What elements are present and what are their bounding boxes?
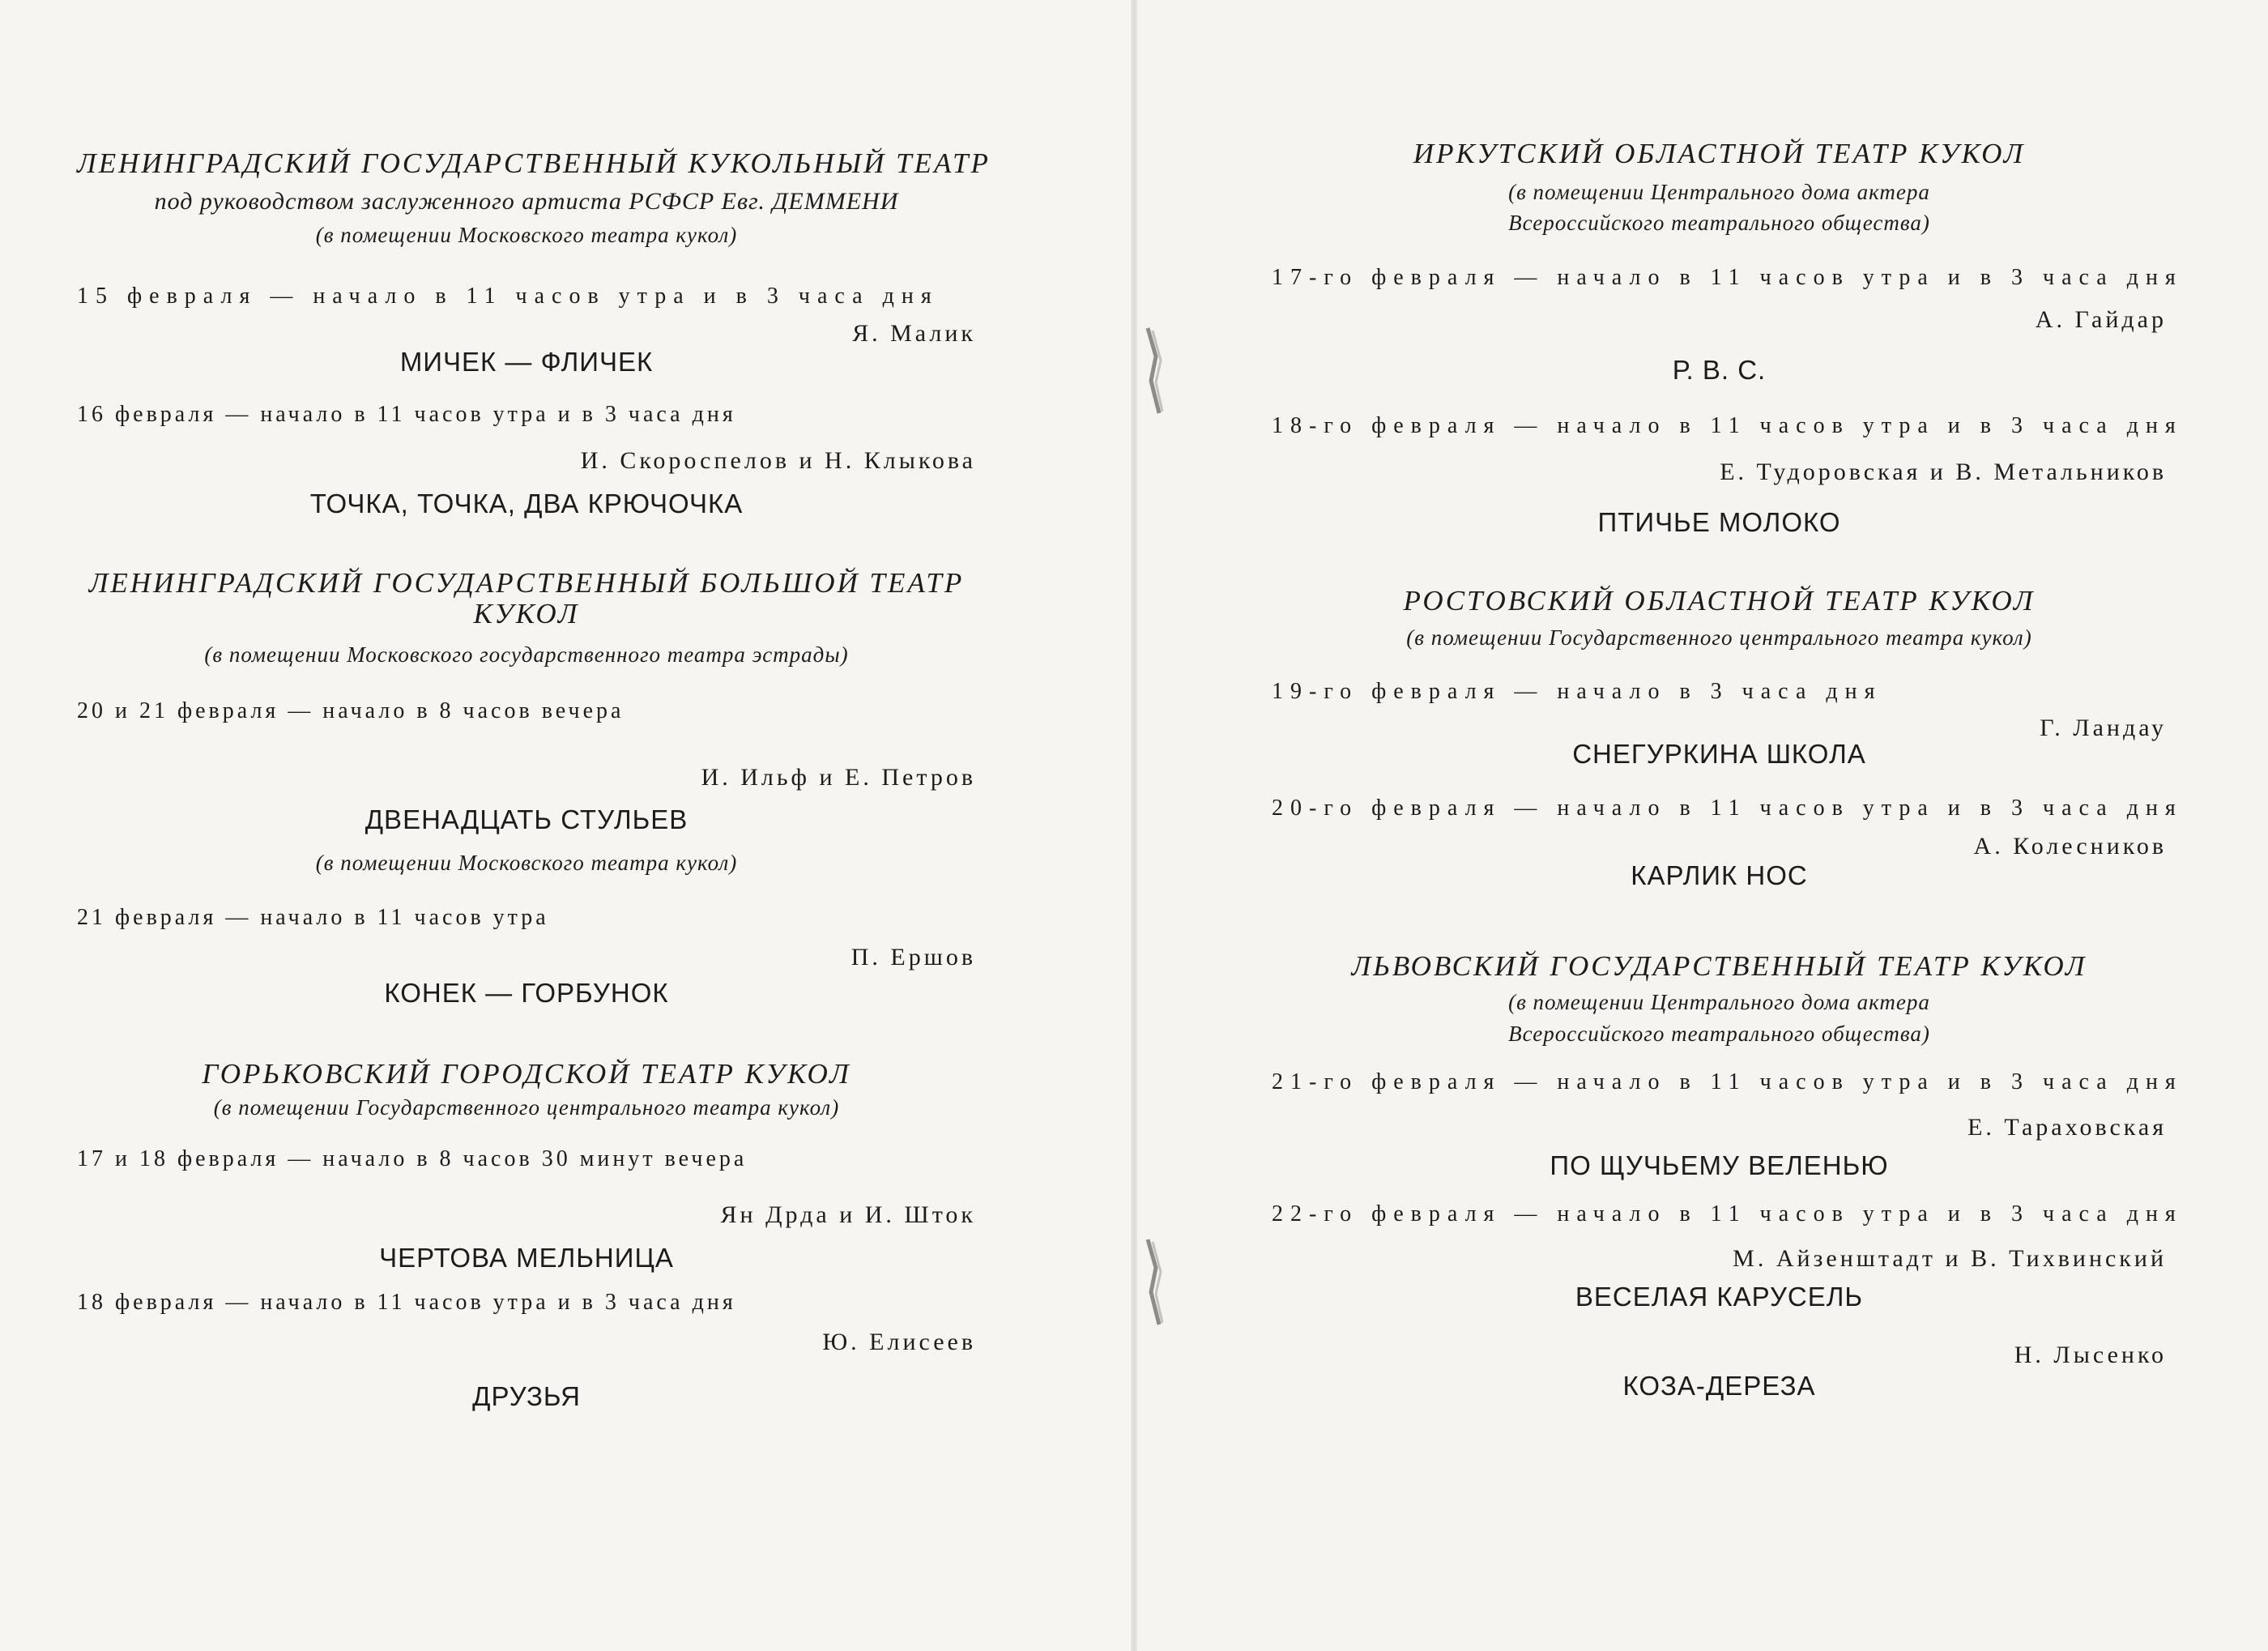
staple-bottom-icon <box>1138 1235 1170 1333</box>
show-date: 22-го февраля — начало в 11 часов утра и в 3 часа дня <box>1272 1201 2183 1227</box>
venue-note: (в помещении Центрального дома актера <box>1508 180 1930 204</box>
play-title: КАРЛИК НОС <box>1631 860 1808 890</box>
theatre-heading: ЛЕНИНГРАДСКИЙ ГОСУДАРСТВЕННЫЙ КУКОЛЬНЫЙ ТЕАТР <box>77 147 991 179</box>
right-page <box>1134 0 2268 1651</box>
venue-note: Всероссийского театрального общества) <box>1508 211 1930 235</box>
author: Ян Дрда и И. Шток <box>720 1201 976 1228</box>
theatre-subheading: под руководством заслуженного артиста РСФСР Евг. ДЕММЕНИ <box>154 188 899 215</box>
venue-note: (в помещении Московского театра кукол) <box>315 851 738 875</box>
author: Е. Тараховская <box>1967 1114 2167 1141</box>
show-date: 17 и 18 февраля — начало в 8 часов 30 минут вечера <box>77 1146 748 1171</box>
show-date: 21-го февраля — начало в 11 часов утра и в 3 часа дня <box>1272 1069 2183 1094</box>
venue-note: (в помещении Государственного центрального театра кукол) <box>1406 625 2032 650</box>
play-title: ТОЧКА, ТОЧКА, ДВА КРЮЧОЧКА <box>309 488 744 518</box>
show-date: 15 февраля — начало в 11 часов утра и в 3 часа дня <box>77 284 939 309</box>
play-title: ЧЕРТОВА МЕЛЬНИЦА <box>379 1243 674 1273</box>
author: А. Колесников <box>1973 833 2167 860</box>
play-title: СНЕГУРКИНА ШКОЛА <box>1572 739 1866 769</box>
show-date: 17-го февраля — начало в 11 часов утра и в 3 часа дня <box>1272 265 2183 290</box>
play-title: ПТИЧЬЕ МОЛОКО <box>1597 507 1841 537</box>
author: Ю. Елисеев <box>822 1329 976 1355</box>
play-title: КОЗА-ДЕРЕЗА <box>1622 1371 1816 1401</box>
venue-note: (в помещении Московского театра кукол) <box>315 223 738 247</box>
author: Н. Лысенко <box>2014 1342 2167 1368</box>
author: И. Скороспелов и Н. Клыкова <box>580 447 976 474</box>
show-date: 16 февраля — начало в 11 часов утра и в 3 часа дня <box>77 402 736 427</box>
venue-note: Всероссийского театрального общества) <box>1508 1022 1930 1046</box>
play-title: ДВЕНАДЦАТЬ СТУЛЬЕВ <box>364 804 688 834</box>
theatre-heading: ЛЕНИНГРАДСКИЙ ГОСУДАРСТВЕННЫЙ БОЛЬШОЙ ТЕАТР <box>88 567 965 599</box>
author: Г. Ландау <box>2040 715 2167 741</box>
staple-top-icon <box>1138 324 1170 421</box>
show-date: 19-го февраля — начало в 3 часа дня <box>1272 679 1882 704</box>
author: Я. Малик <box>852 320 976 347</box>
theatre-heading: КУКОЛ <box>473 598 580 629</box>
show-date: 20-го февраля — начало в 11 часов утра и в 3 часа дня <box>1272 796 2183 821</box>
play-title: Р. В. С. <box>1672 355 1767 385</box>
venue-note: (в помещении Центрального дома актера <box>1508 990 1930 1014</box>
show-date: 18 февраля — начало в 11 часов утра и в 3 часа дня <box>77 1290 736 1315</box>
author: П. Ершов <box>850 944 976 971</box>
play-title: МИЧЕК — ФЛИЧЕК <box>399 347 654 377</box>
theatre-heading: ЛЬВОВСКИЙ ГОСУДАРСТВЕННЫЙ ТЕАТР КУКОЛ <box>1351 950 2087 982</box>
author: А. Гайдар <box>2035 306 2167 333</box>
author: Е. Тудоровская и В. Метальников <box>1720 459 2167 485</box>
play-title: ДРУЗЬЯ <box>472 1381 581 1411</box>
theatre-heading: РОСТОВСКИЙ ОБЛАСТНОЙ ТЕАТР КУКОЛ <box>1403 585 2036 616</box>
play-title: ВЕСЕЛАЯ КАРУСЕЛЬ <box>1575 1282 1864 1312</box>
show-date: 18-го февраля — начало в 11 часов утра и в 3 часа дня <box>1272 413 2183 438</box>
show-date: 21 февраля — начало в 11 часов утра <box>77 905 549 930</box>
show-date: 20 и 21 февраля — начало в 8 часов вечера <box>77 698 625 723</box>
play-title: ПО ЩУЧЬЕМУ ВЕЛЕНЬЮ <box>1550 1150 1889 1180</box>
theatre-heading: ГОРЬКОВСКИЙ ГОРОДСКОЙ ТЕАТР КУКОЛ <box>202 1058 851 1090</box>
venue-note: (в помещении Московского государственного театра эстрады) <box>204 642 849 667</box>
author: М. Айзенштадт и В. Тихвинский <box>1733 1245 2167 1272</box>
theatre-heading: ИРКУТСКИЙ ОБЛАСТНОЙ ТЕАТР КУКОЛ <box>1413 138 2026 169</box>
play-title: КОНЕК — ГОРБУНОК <box>384 978 669 1008</box>
page-fold <box>1131 0 1137 1651</box>
venue-note: (в помещении Государственного центрального театра кукол) <box>213 1095 840 1120</box>
author: И. Ильф и Е. Петров <box>701 764 976 791</box>
